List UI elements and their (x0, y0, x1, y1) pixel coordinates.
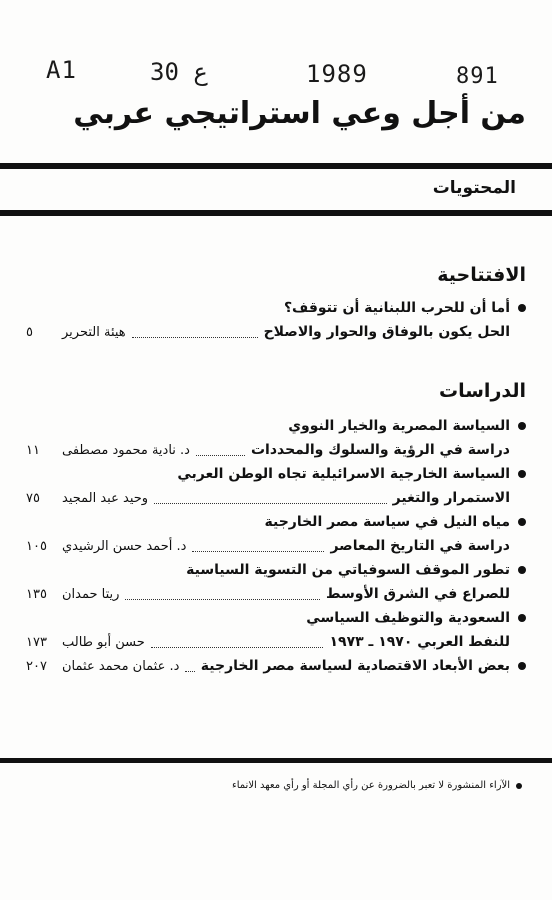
leader-dots (125, 599, 320, 600)
entry-page: ١٣٥ (26, 586, 47, 602)
entry-title-line (26, 558, 526, 582)
contents-label: المحتويات (432, 178, 516, 198)
footer-note (232, 780, 522, 791)
entry-page: ٧٥ (26, 490, 40, 506)
bullet-icon (518, 304, 526, 312)
entry-page: ١١ (26, 442, 40, 458)
footer-note-text: الآراء المنشورة لا تعبر بالضرورة عن رأي المجلة أو رأي معهد الانماء (232, 780, 510, 791)
entry-subtitle: دراسة في التاريخ المعاصر (330, 538, 510, 554)
entry-title-line (26, 296, 526, 320)
entry-detail-line (26, 582, 526, 606)
bullet-icon (518, 662, 526, 670)
toc-entry (26, 296, 526, 344)
entry-title-line (26, 606, 526, 630)
toc-entry (26, 510, 526, 558)
contents-rule (0, 210, 552, 216)
entry-author: د. عثمان محمد عثمان (62, 658, 180, 674)
bullet-icon (516, 783, 522, 789)
entry-title: السعودية والتوظيف السياسي (306, 610, 510, 626)
toc-entry (26, 558, 526, 606)
toc-entry (26, 414, 526, 462)
entry-title-line (26, 510, 526, 534)
handwritten-code-a: A1 (46, 56, 77, 84)
entry-title-line (26, 462, 526, 486)
entry-title: أما أن للحرب اللبنانية أن تتوقف؟ (283, 300, 510, 316)
footer-rule (0, 758, 552, 763)
section-heading-opening: الافتتاحية (437, 264, 526, 286)
leader-dots (185, 671, 194, 672)
entry-detail-line (26, 630, 526, 654)
bullet-icon (518, 422, 526, 430)
entry-page: ١٠٥ (26, 538, 47, 554)
bullet-icon (518, 518, 526, 526)
entry-title-line (26, 654, 526, 678)
leader-dots (196, 455, 245, 456)
bullet-icon (518, 614, 526, 622)
entry-subtitle: دراسة في الرؤية والسلوك والمحددات (250, 442, 510, 458)
top-rule (0, 163, 552, 169)
entry-title-line (26, 414, 526, 438)
entry-author: د. أحمد حسن الرشيدي (62, 538, 187, 554)
entry-subtitle: الاستمرار والتغير (392, 490, 510, 506)
toc-entry (26, 462, 526, 510)
entry-subtitle: للنفط العربي ١٩٧٠ ـ ١٩٧٣ (329, 634, 510, 650)
leader-dots (192, 551, 324, 552)
journal-title: من أجل وعي استراتيجي عربي (73, 96, 526, 131)
toc-entry (26, 654, 526, 678)
entry-author: ريتا حمدان (62, 586, 120, 602)
toc-entry (26, 606, 526, 654)
entry-author: هيئة التحرير (62, 324, 126, 340)
bullet-icon (518, 470, 526, 478)
entry-author: وحيد عبد المجيد (62, 490, 149, 506)
handwritten-number: 891 (456, 64, 499, 89)
entry-subtitle: الحل يكون بالوفاق والحوار والاصلاح (263, 324, 510, 340)
entry-author: د. نادية محمود مصطفى (62, 442, 190, 458)
entry-detail-line (26, 438, 526, 462)
bullet-icon (518, 566, 526, 574)
handwritten-year: 1989 (306, 60, 368, 88)
entry-detail-line (26, 486, 526, 510)
entry-title: مياه النيل في سياسة مصر الخارجية (264, 514, 510, 530)
entry-title: السياسة الخارجية الاسرائيلية تجاه الوطن العربي (177, 466, 510, 482)
entry-page: ٢٠٧ (26, 658, 47, 674)
entry-author: حسن أبو طالب (62, 634, 145, 650)
leader-dots (154, 503, 387, 504)
entry-page: ٥ (26, 324, 33, 340)
entry-title: بعض الأبعاد الاقتصادية لسياسة مصر الخارجية (200, 658, 510, 674)
leader-dots (151, 647, 324, 648)
entry-subtitle: للصراع في الشرق الأوسط (325, 586, 510, 602)
entry-page: ١٧٣ (26, 634, 47, 650)
entry-detail-line (26, 534, 526, 558)
leader-dots (132, 337, 258, 338)
section-heading-studies: الدراسات (439, 380, 526, 402)
handwritten-code-b: 30 ع (150, 58, 208, 86)
entry-title: السياسة المصرية والخيار النووي (288, 418, 510, 434)
entry-title: تطور الموقف السوفياتي من التسوية السياسية (186, 562, 510, 578)
entry-detail-line (26, 320, 526, 344)
